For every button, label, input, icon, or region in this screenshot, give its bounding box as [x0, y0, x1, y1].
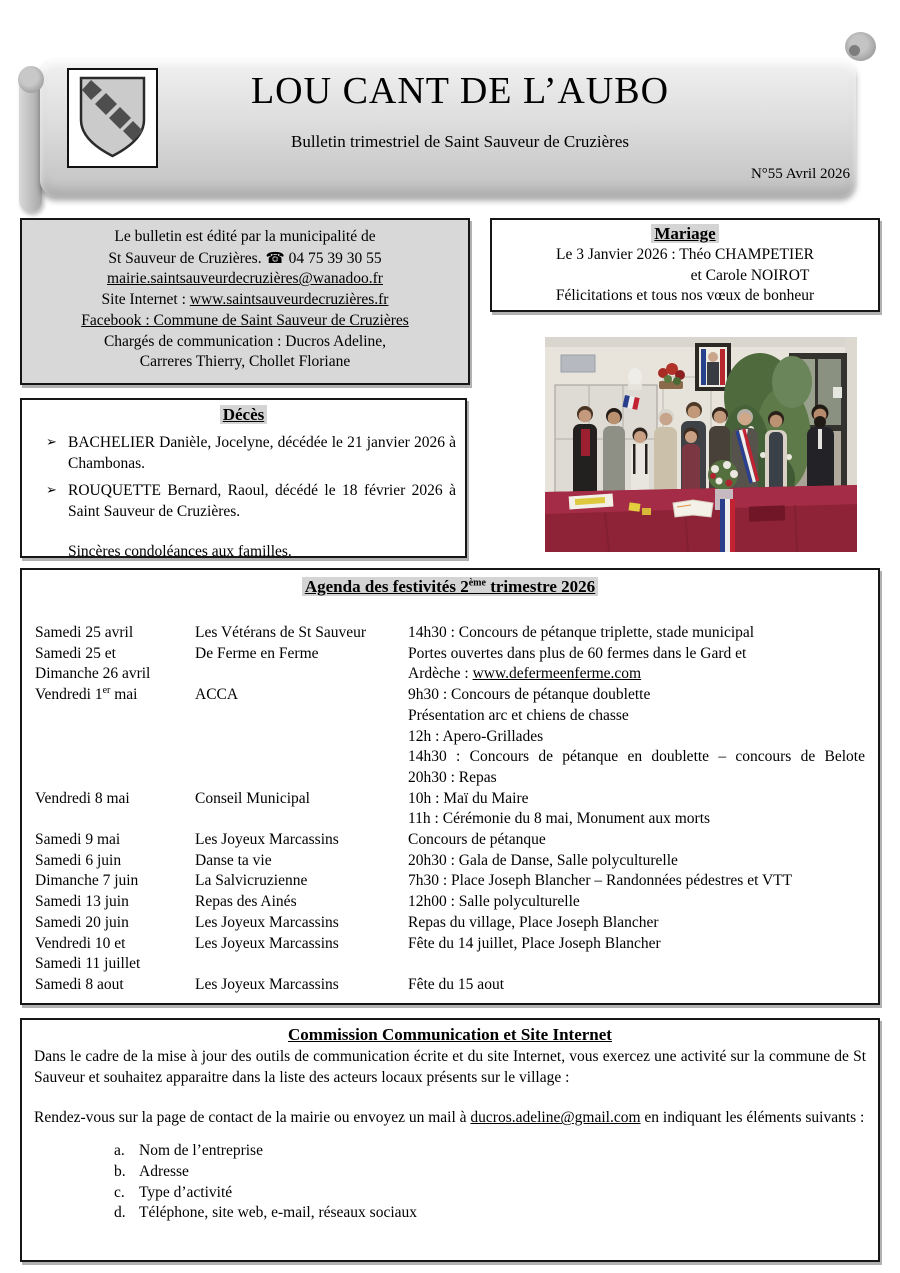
commission-list-item: d. Téléphone, site web, e-mail, réseaux sociaux: [114, 1204, 418, 1222]
mairie-email-link[interactable]: mairie.saintsauveurdecruzières@wanadoo.fr: [107, 270, 383, 288]
agenda-row: Samedi 25 avril Les Vétérans de St Sauveur 14h30 : Concours de pétanque triplette, stade municipal: [35, 624, 755, 641]
agenda-row: 12h : Apero-Grillades: [408, 727, 544, 745]
scroll-left-curl: [18, 66, 44, 93]
contact-email-link[interactable]: ducros.adeline@gmail.com: [470, 1109, 641, 1127]
info-line-1: Le bulletin est édité par la municipalité de: [114, 228, 376, 245]
info-phone-line: St Sauveur de Cruzières. ☎ 04 75 39 30 55: [108, 248, 382, 267]
deces-footer: Sincères condoléances aux familles.: [68, 542, 292, 560]
agenda-table: [35, 623, 865, 996]
agenda-row: Dimanche 26 avril Ardèche : www.defermeenferme.com: [35, 665, 642, 683]
agenda-row: Samedi 25 et De Ferme en Ferme Portes ouvertes dans plus de 60 fermes dans le Gard et: [35, 644, 747, 662]
coat-of-arms: [67, 68, 158, 168]
bulletin-title: LOU CANT DE L’AUBO: [250, 70, 670, 112]
agenda-row: Vendredi 8 mai Conseil Municipal 10h : Maï du Maire: [35, 789, 529, 807]
wedding-photo: [545, 337, 857, 552]
mariage-line-2: et Carole NOIROT: [690, 266, 810, 284]
agenda-row: Vendredi 10 et Les Joyeux Marcassins Fête du 14 juillet, Place Joseph Blancher: [35, 934, 661, 952]
deces-item: ➢ ROUQUETTE Bernard, Raoul, décédé le 18 février 2026 à Saint Sauveur de Cruzières.: [22, 481, 465, 522]
commission-box: [20, 1018, 880, 1262]
agenda-row: Présentation arc et chiens de chasse: [408, 706, 629, 724]
commission-paragraph-1: Dans le cadre de la mise à jour des outils de communication écrite et du site Internet, vous exercez une activité sur la commune de St Sauveur et souhaitez apparaitre dans la liste des acteurs locaux présents sur le village :: [34, 1048, 866, 1086]
agenda-row: 20h30 : Repas: [408, 768, 497, 786]
facebook-link[interactable]: Facebook : Commune de Saint Sauveur de Cruzières: [81, 311, 409, 329]
agenda-row: Samedi 20 juin Les Joyeux Marcassins Repas du village, Place Joseph Blancher: [35, 913, 659, 931]
site-line: Site Internet : www.saintsauveurdecruzières.fr: [101, 291, 389, 309]
managers-line-2: Carreres Thierry, Chollet Floriane: [139, 353, 351, 371]
agenda-row: 14h30 : Concours de pétanque en doublette – concours de Belote: [408, 748, 865, 766]
site-url-link[interactable]: www.saintsauveurdecruzières.fr: [189, 291, 389, 309]
agenda-row: Samedi 13 juin Repas des Ainés 12h00 : Salle polyculturelle: [35, 893, 580, 911]
agenda-title: Agenda des festivités 2ème trimestre 2026: [22, 576, 878, 598]
managers-line-1: Chargés de communication : Ducros Adeline,: [103, 332, 387, 350]
agenda-row: Dimanche 7 juin La Salvicruzienne 7h30 : Place Joseph Blancher – Randonnées pédestres et VTT: [35, 872, 793, 890]
deces-item: ➢ BACHELIER Danièle, Jocelyne, décédée le 21 janvier 2026 à Chambonas.: [22, 433, 465, 474]
commission-title: Commission Communication et Site Internet: [288, 1025, 612, 1044]
mariage-box: [490, 218, 880, 312]
agenda-row: Samedi 8 aout Les Joyeux Marcassins Fête du 15 aout: [35, 975, 504, 993]
coat-of-arms-icon: [75, 74, 150, 162]
scroll-right-curl: [845, 32, 876, 61]
mariage-title: Mariage: [654, 224, 716, 243]
agenda-row: Samedi 11 juillet: [35, 955, 141, 973]
deces-title: Décès: [222, 405, 265, 424]
commission-list-item: b. Adresse: [114, 1162, 189, 1180]
agenda-row: Vendredi 1er mai ACCA 9h30 : Concours de pétanque doublette: [35, 684, 651, 704]
mariage-line-3: Félicitations et tous nos vœux de bonheur: [555, 287, 815, 305]
issue-number: N°55 Avril 2026: [750, 166, 850, 182]
agenda-row: 11h : Cérémonie du 8 mai, Monument aux morts: [408, 810, 711, 828]
phone-icon: ☎: [265, 248, 285, 267]
agenda-box: [20, 568, 880, 1005]
agenda-link[interactable]: www.defermeenferme.com: [472, 665, 642, 683]
deces-box: [20, 398, 467, 558]
commission-list: [114, 1141, 866, 1224]
mariage-line-1: Le 3 Janvier 2026 : Théo CHAMPETIER: [555, 246, 814, 263]
commission-list-item: a. Nom de l’entreprise: [114, 1142, 263, 1160]
bulletin-subtitle: Bulletin trimestriel de Saint Sauveur de Cruzières: [290, 132, 630, 151]
editor-info-box: [20, 218, 470, 385]
commission-paragraph-2: Rendez-vous sur la page de contact de la mairie ou envoyez un mail à ducros.adeline@gmail.com en indiquant les éléments suivants :: [34, 1109, 865, 1127]
arrow-bullet-icon: ➢: [46, 483, 57, 499]
arrow-bullet-icon: ➢: [46, 435, 57, 450]
agenda-row: Samedi 9 mai Les Joyeux Marcassins Concours de pétanque: [35, 831, 546, 849]
commission-list-item: c. Type d’activité: [114, 1183, 233, 1201]
deces-list: [22, 433, 465, 523]
agenda-row: Samedi 6 juin Danse ta vie 20h30 : Gala de Danse, Salle polyculturelle: [35, 851, 678, 869]
